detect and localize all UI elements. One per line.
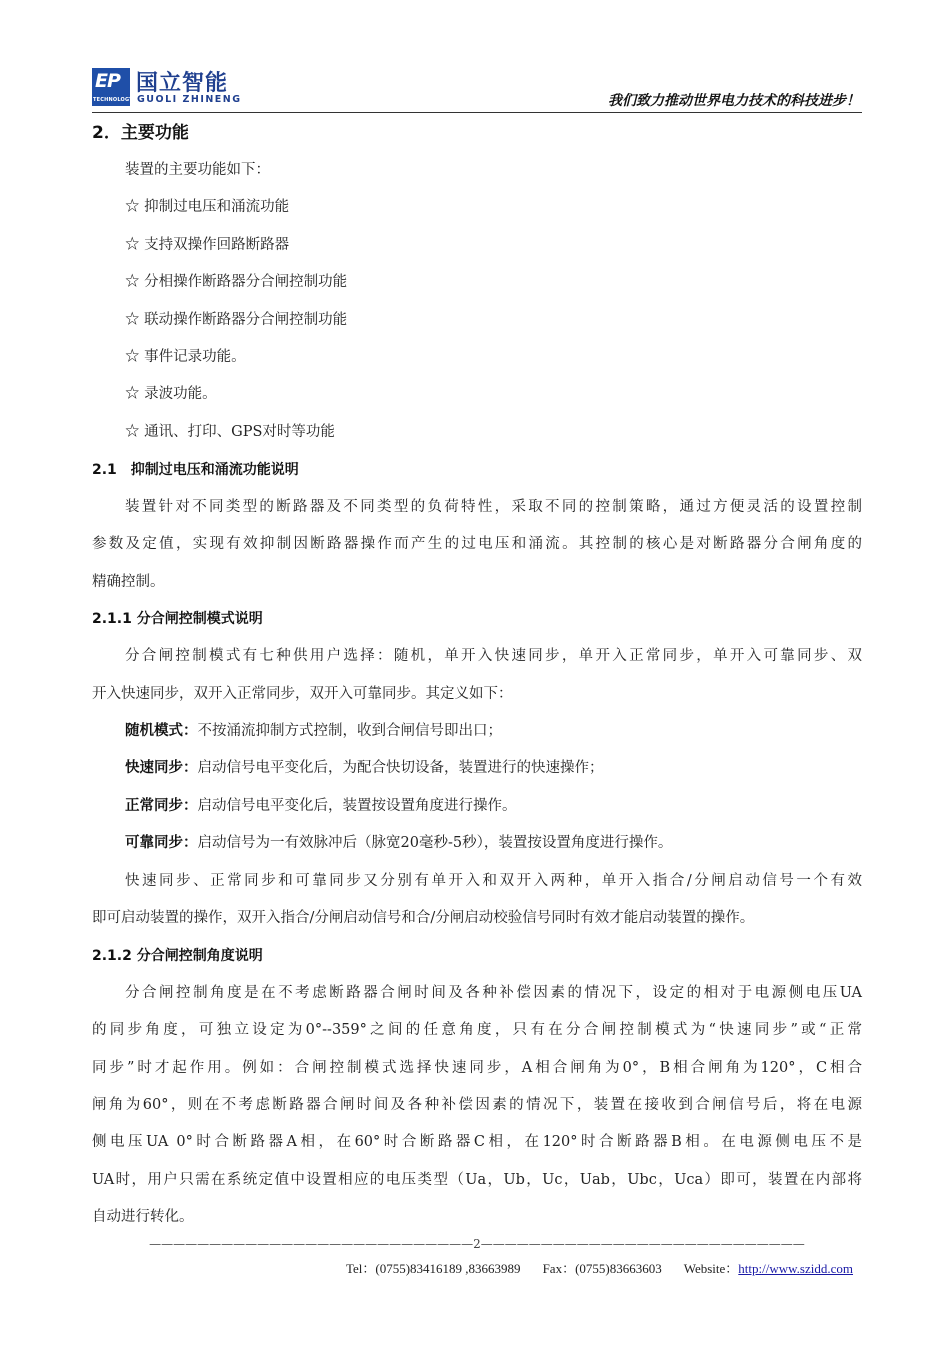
logo-mark: EP — [95, 70, 120, 92]
feature-item: ☆ 事件记录功能。 — [125, 349, 246, 365]
paragraph-line: 快速同步、正常同步和可靠同步又分别有单开入和双开入两种，单开入指合/分闸启动信号一个有效 — [125, 873, 862, 889]
subsection-heading: 2.1.2 分合闸控制角度说明 — [92, 948, 263, 964]
footer-website-label: Website： — [683, 1261, 739, 1276]
mode-desc: 启动信号电平变化后，装置按设置角度进行操作。 — [197, 798, 517, 814]
feature-item: ☆ 抑制过电压和涌流功能 — [125, 199, 290, 215]
logo-subtext: TECHNOLOGY — [93, 97, 133, 103]
section-intro: 装置的主要功能如下： — [125, 162, 270, 178]
paragraph-line: 参数及定值，实现有效抑制因断路器操作而产生的过电压和涌流。其控制的核心是对断路器分合闸角度的 — [92, 536, 862, 552]
mode-definition — [125, 721, 895, 741]
feature-item: ☆ 录波功能。 — [125, 386, 217, 402]
page-footer — [346, 1258, 853, 1277]
mode-term: 可靠同步： — [125, 835, 198, 851]
mode-term: 正常同步： — [125, 798, 198, 814]
company-slogan: 我们致力推动世界电力技术的科技进步！ — [608, 93, 860, 109]
mode-desc: 启动信号电平变化后，为配合快切设备，装置进行的快速操作； — [197, 760, 604, 776]
feature-item: ☆ 通讯、打印、GPS对时等功能 — [125, 424, 335, 440]
paragraph-line: 分合闸控制角度是在不考虑断路器合闸时间及各种补偿因素的情况下，设定的相对于电源侧电压UA — [125, 985, 862, 1001]
paragraph-line: 闸角为60°，则在不考虑断路器合闸时间及各种补偿因素的情况下，装置在接收到合闸信号后，将在电源 — [92, 1097, 862, 1113]
mode-definition — [125, 796, 895, 816]
paragraph-line: UA时，用户只需在系统定值中设置相应的电压类型（Ua，Ub，Uc，Uab，Ubc，Uca）即可，装置在内部将 — [92, 1172, 862, 1188]
mode-desc: 不按涌流抑制方式控制，收到合闸信号即出口； — [197, 723, 502, 739]
page-header — [92, 62, 862, 112]
paragraph-line: 精确控制。 — [92, 574, 165, 590]
paragraph-line: 的同步角度，可独立设定为0°--359°之间的任意角度，只有在分合闸控制模式为“快速同步”或“正常 — [92, 1022, 862, 1038]
subsection-heading: 2.1.1 分合闸控制模式说明 — [92, 611, 263, 627]
mode-definition — [125, 758, 895, 778]
footer-fax: Fax：(0755)83663603 — [542, 1261, 662, 1276]
paragraph-line: 自动进行转化。 — [92, 1209, 194, 1225]
header-divider — [92, 112, 862, 113]
paragraph-line: 开入快速同步，双开入正常同步，双开入可靠同步。其定义如下： — [92, 686, 513, 702]
feature-item: ☆ 支持双操作回路断路器 — [125, 237, 290, 253]
paragraph-line: 即可启动装置的操作，双开入指合/分闸启动信号和合/分闸启动校验信号同时有效才能启动装置的操作。 — [92, 910, 755, 926]
subsection-heading: 2.1 抑制过电压和涌流功能说明 — [92, 462, 299, 478]
paragraph-line: 装置针对不同类型的断路器及不同类型的负荷特性，采取不同的控制策略，通过方便灵活的设置控制 — [125, 499, 862, 515]
feature-item: ☆ 联动操作断路器分合闸控制功能 — [125, 312, 348, 328]
mode-term: 快速同步： — [125, 760, 198, 776]
page-number-rule: ———————————————————————————2——————————————————————————— — [149, 1237, 805, 1251]
company-name-cn: 国立智能 — [136, 71, 229, 96]
mode-term: 随机模式： — [125, 723, 198, 739]
feature-item: ☆ 分相操作断路器分合闸控制功能 — [125, 274, 348, 290]
paragraph-line: 侧电压UA 0°时合断路器A相，在60°时合断路器C相，在120°时合断路器B相。在电源侧电压不是 — [92, 1134, 862, 1150]
mode-desc: 启动信号为一有效脉冲后（脉宽20毫秒-5秒），装置按设置角度进行操作。 — [197, 835, 673, 851]
company-logo-icon — [92, 68, 133, 106]
section-heading: 2．主要功能 — [92, 123, 189, 143]
mode-definition — [125, 833, 895, 853]
paragraph-line: 分合闸控制模式有七种供用户选择：随机，单开入快速同步，单开入正常同步，单开入可靠同步、双 — [125, 648, 862, 664]
paragraph-line: 同步”时才起作用。例如：合闸控制模式选择快速同步，A相合闸角为0°，B相合闸角为120°，C相合 — [92, 1060, 862, 1076]
footer-tel: Tel：(0755)83416189 ,83663989 — [345, 1261, 521, 1276]
company-name-en: GUOLI ZHINENG — [137, 94, 242, 105]
website-link[interactable]: http://www.szidd.com — [738, 1261, 853, 1276]
